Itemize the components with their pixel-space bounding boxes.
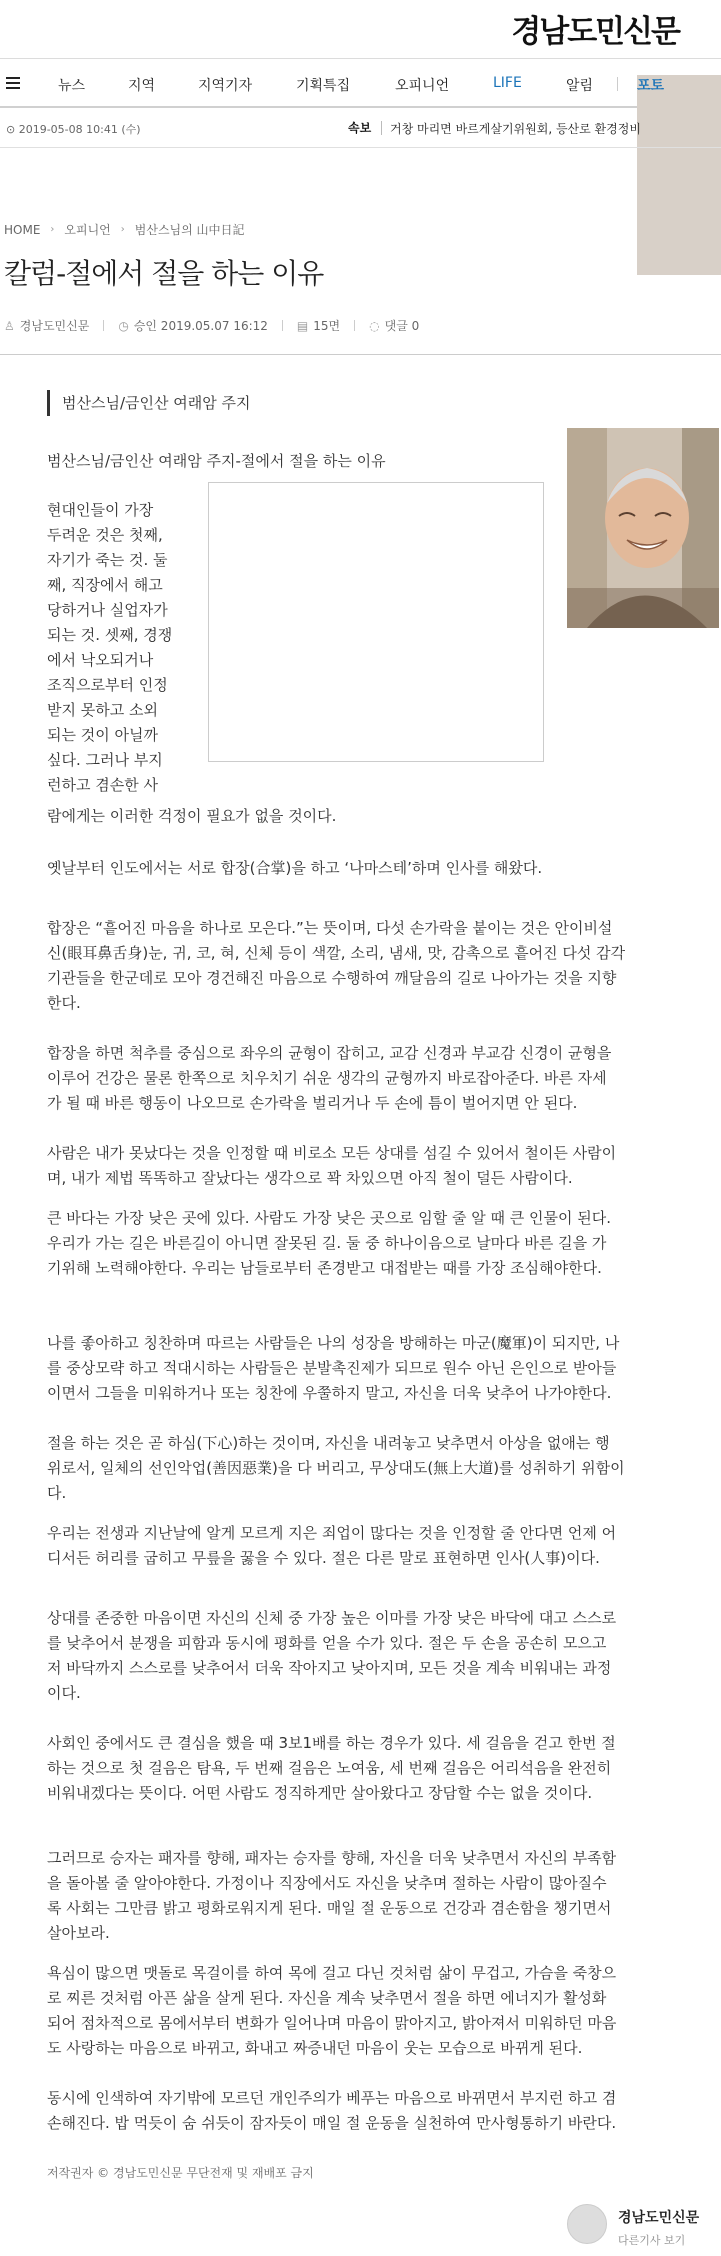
paragraph-line: 싶다. 그러나 부지 (47, 751, 163, 769)
paragraph-line: 큰 바다는 가장 낮은 곳에 있다. 사람도 가장 낮은 곳으로 임할 줄 알 때 큰 인물이 된다. (47, 1209, 611, 1227)
comments-text[interactable]: 댓글 0 (384, 319, 420, 333)
paragraph-line: 합장은 “흩어진 마음을 하나로 모은다.”는 뜻이며, 다섯 손가락을 붙이는 것은 안이비설 (47, 919, 613, 937)
paragraph-line: 조직으로부터 인정 (47, 676, 168, 694)
paragraph-line: 하는 것으로 첫 걸음은 탐욕, 두 번째 걸음은 노여움, 세 번째 걸음은 어리석음을 완전히 (47, 1759, 612, 1777)
reporter-name[interactable]: 경남도민신문 (618, 2210, 700, 2226)
paragraph-line: 두려운 것은 첫째, (47, 526, 163, 544)
meta-comments[interactable] (369, 317, 419, 334)
monk-portrait-image (567, 428, 719, 628)
paragraph-line: 한다. (47, 994, 81, 1012)
copyright-notice: 저작권자 © 경남도민신문 무단전재 및 재배포 금지 (47, 2166, 314, 2180)
nav-item-region[interactable]: 지역 (128, 78, 156, 94)
paragraph-line: 저 바닥까지 스스로를 낮추어서 더욱 작아지고 낮아지며, 모든 것을 계속 비워내는 과정 (47, 1659, 612, 1677)
paragraph-line: 욕심이 많으면 맷돌로 목걸이를 하여 목에 걸고 다닌 것처럼 삶이 무겁고, 가슴을 죽창으 (47, 1964, 617, 1982)
paragraph-line: 에서 낙오되거나 (47, 651, 154, 669)
paragraph-line: 가 될 때 바른 행동이 나오므로 손가락을 벌리거나 두 손에 틈이 벌어지면 안 된다. (47, 1094, 578, 1112)
nav-separator (617, 77, 618, 91)
paragraph-line: 사회인 중에서도 큰 결심을 했을 때 3보1배를 하는 경우가 있다. 세 걸음을 걷고 한번 절 (47, 1734, 616, 1752)
paragraph-line: 위로서, 일체의 선인악업(善因惡業)을 다 버리고, 무상대도(無上大道)를 성취하기 위함이 (47, 1459, 625, 1477)
menu-icon[interactable] (6, 77, 20, 89)
chevron-right-icon: › (50, 224, 55, 235)
paragraph-line: 되는 것. 셋째, 경쟁 (47, 626, 173, 644)
article-paragraph (47, 1141, 717, 1191)
meta-separator (354, 320, 355, 331)
article-paragraph (47, 1846, 717, 1946)
page-text: 15면 (313, 319, 341, 333)
paragraph-line: 다. (47, 1484, 67, 1502)
paragraph-line: 신(眼耳鼻舌身)눈, 귀, 코, 혀, 신체 등이 색깔, 소리, 냄새, 맛, 감촉으로 흩어진 다섯 감각 (47, 944, 626, 962)
main-nav (0, 58, 721, 108)
article-paragraph (47, 1041, 717, 1116)
paragraph-line: 를 중상모략 하고 적대시하는 사람들은 분발촉진제가 되므로 원수 아닌 은인으로 받아들 (47, 1359, 617, 1377)
paragraph-line: 절을 하는 것은 곧 하심(下心)하는 것이며, 자신을 내려놓고 낮추면서 아상을 없애는 행 (47, 1434, 610, 1452)
article-paragraph (47, 1731, 717, 1806)
author-text[interactable]: 경남도민신문 (19, 319, 90, 333)
header-divider (0, 354, 721, 355)
meta-separator (103, 320, 104, 331)
paragraph-line: 옛날부터 인도에서는 서로 합장(合掌)을 하고 ‘나마스테’하며 인사를 해왔다. (47, 859, 543, 877)
paragraph-line: 로 찌른 것처럼 아픈 삶을 살게 된다. 자신을 계속 낮추면서 절을 하면 에너지가 활성화 (47, 1989, 607, 2007)
paragraph-line: 되어 점차적으로 몸에서부터 변화가 일어나며 마음이 맑아지고, 밝아져서 미워하던 마음 (47, 2014, 617, 2032)
paragraph-line: 합장을 하면 척추를 중심으로 좌우의 균형이 잡히고, 교감 신경과 부교감 신경이 균형을 (47, 1044, 612, 1062)
article-paragraph (47, 916, 717, 1016)
flash-label: 속보 (348, 121, 372, 135)
paragraph-line: 상대를 존중한 마음이면 자신의 신체 중 가장 높은 이마를 가장 낮은 바닥에 대고 스스로 (47, 1609, 617, 1627)
breadcrumb (4, 221, 245, 238)
meta-page (297, 317, 340, 334)
comment-icon: ◌ (369, 318, 380, 333)
page-icon: ▤ (296, 318, 309, 333)
paragraph-line: 를 낮추어서 분쟁을 피함과 동시에 평화를 얻을 수가 있다. 절은 두 손을 공손히 모으고 (47, 1634, 607, 1652)
nav-item-special[interactable]: 기획특집 (296, 78, 351, 94)
site-logo[interactable]: 경남도민신문 (511, 14, 679, 50)
article-paragraph (47, 1331, 717, 1406)
paragraph-line: 비워내겠다는 뜻이다. 어떤 사람도 정직하게만 살아왔다고 장담할 수는 없을 것이다. (47, 1784, 593, 1802)
article-paragraph-1-end: 람에게는 이러한 걱정이 필요가 없을 것이다. (47, 807, 337, 825)
approved-text: 승인 2019.05.07 16:12 (133, 319, 268, 333)
paragraph-1-wrapped (47, 498, 407, 798)
paragraph-line: 이루어 건강은 물론 한쪽으로 치우치기 쉬운 생각의 균형까지 바로잡아준다. 바른 자세 (47, 1069, 607, 1087)
paragraph-line: 도 사랑하는 마음으로 바뀌고, 화내고 짜증내던 마음이 웃는 모습으로 바뀌게 된다. (47, 2039, 583, 2057)
paragraph-line: 을 돌아볼 줄 알아야한다. 가정이나 직장에서도 자신을 낮추며 절하는 사람이 많아질수 (47, 1874, 607, 1892)
paragraph-line: 런하고 겸손한 사 (47, 776, 158, 794)
paragraph-line: 자기가 죽는 것. 둘 (47, 551, 168, 569)
article-meta (4, 317, 419, 334)
paragraph-line: 우리가 가는 길은 바른길이 아니면 잘못된 길. 둘 중 하나이음으로 날마다 바른 길을 가 (47, 1234, 607, 1252)
paragraph-line: 디서든 허리를 굽히고 무릎을 꿇을 수 있다. 절은 다른 말로 표현하면 인사(人事)이다. (47, 1549, 600, 1567)
paragraph-line: 기위해 노력해야한다. 우리는 남들로부터 존경받고 대접받는 때를 가장 조심해야한다. (47, 1259, 602, 1277)
paragraph-line: 살아보라. (47, 1924, 110, 1942)
logo-bar (0, 0, 721, 58)
article-paragraph (47, 1431, 717, 1506)
article-paragraph (47, 1961, 717, 2061)
article-paragraph-1 (47, 498, 407, 798)
article-title: 칼럼-절에서 절을 하는 이유 (4, 257, 324, 290)
nav-item-region-reporter[interactable]: 지역기자 (198, 78, 253, 94)
flash-headline[interactable]: 거창 마리면 바르게살기위원회, 등산로 환경정비 (390, 122, 641, 136)
paragraph-line: 우리는 전생과 지난날에 알게 모르게 지은 죄업이 많다는 것을 인정할 줄 안다면 언제 어 (47, 1524, 617, 1542)
paragraph-line: 사람은 내가 못났다는 것을 인정할 때 비로소 모든 상대를 섬길 수 있어서 철이든 사람이 (47, 1144, 617, 1162)
meta-separator (282, 320, 283, 331)
user-icon: ♙ (4, 318, 15, 333)
current-date: ⊙ 2019-05-08 10:41 (수) (6, 123, 141, 136)
flash-divider (381, 121, 382, 135)
article-paragraph (47, 1606, 717, 1706)
nav-item-news[interactable]: 뉴스 (58, 78, 86, 94)
paragraph-line: 기관들을 한군데로 모아 경건해진 마음으로 수행하여 깨달음의 길로 나아가는 것을 지향 (47, 969, 617, 987)
reporter-avatar[interactable] (567, 2204, 607, 2244)
breadcrumb-section[interactable]: 오피니언 (64, 223, 111, 237)
meta-approved (118, 317, 268, 334)
nav-item-photo[interactable]: 포토 (637, 75, 721, 275)
paragraph-line: 동시에 인색하여 자기밖에 모르던 개인주의가 베푸는 마음으로 바뀌면서 부지런 하고 겸 (47, 2089, 617, 2107)
paragraph-line: 현대인들이 가장 (47, 501, 154, 519)
article-paragraph (47, 1521, 717, 1571)
paragraph-line: 이다. (47, 1684, 81, 1702)
paragraph-line: 록 사회는 그만큼 밝고 평화로워지게 된다. 매일 절 운동으로 건강과 겸손함을 챙기면서 (47, 1899, 612, 1917)
nav-item-opinion[interactable]: 오피니언 (395, 78, 450, 94)
article-subhead: 범산스님/금인산 여래암 주지 (47, 390, 250, 416)
article-paragraph (47, 856, 717, 881)
article-paragraph (47, 1206, 717, 1281)
article-paragraph (47, 2086, 717, 2136)
paragraph-line: 되는 것이 아닐까 (47, 726, 158, 744)
author-photo (567, 428, 719, 628)
clock-icon: ◷ (118, 318, 129, 333)
paragraph-line: 이면서 그들을 미워하거나 또는 칭찬에 우쭐하지 말고, 자신을 더욱 낮추어 나가야한다. (47, 1384, 612, 1402)
breadcrumb-home[interactable]: HOME (4, 222, 41, 237)
article-lead: 범산스님/금인산 여래암 주지-절에서 절을 하는 이유 (47, 452, 386, 470)
paragraph-line: 손해진다. 밥 먹듯이 숨 쉬듯이 잠자듯이 매일 절 운동을 실천하여 만사형통하기 바란다. (47, 2114, 617, 2132)
nav-item-notice[interactable]: 알림 (566, 78, 594, 94)
paragraph-line: 째, 직장에서 해고 (47, 576, 163, 594)
meta-author (4, 317, 89, 334)
paragraph-line: 받지 못하고 소외 (47, 701, 158, 719)
paragraph-line: 나를 좋아하고 칭찬하며 따르는 사람들은 나의 성장을 방해하는 마군(魔軍)이 되지만, 나 (47, 1334, 620, 1352)
breadcrumb-subsection[interactable]: 범산스님의 山中日記 (134, 223, 245, 237)
date-text: 2019-05-08 10:41 (수) (18, 123, 141, 136)
more-articles-link[interactable]: 다른기사 보기 (618, 2234, 686, 2247)
info-bar (0, 108, 721, 148)
paragraph-line: 당하거나 실업자가 (47, 601, 168, 619)
nav-item-life[interactable]: LIFE (493, 75, 522, 91)
paragraph-line: 며, 내가 제법 똑똑하고 잘났다는 생각으로 꽉 차있으면 아직 철이 덜든 사람이다. (47, 1169, 573, 1187)
paragraph-line: 그러므로 승자는 패자를 향해, 패자는 승자를 향해, 자신을 더욱 낮추면서 자신의 부족함 (47, 1849, 617, 1867)
chevron-right-icon: › (120, 224, 125, 235)
